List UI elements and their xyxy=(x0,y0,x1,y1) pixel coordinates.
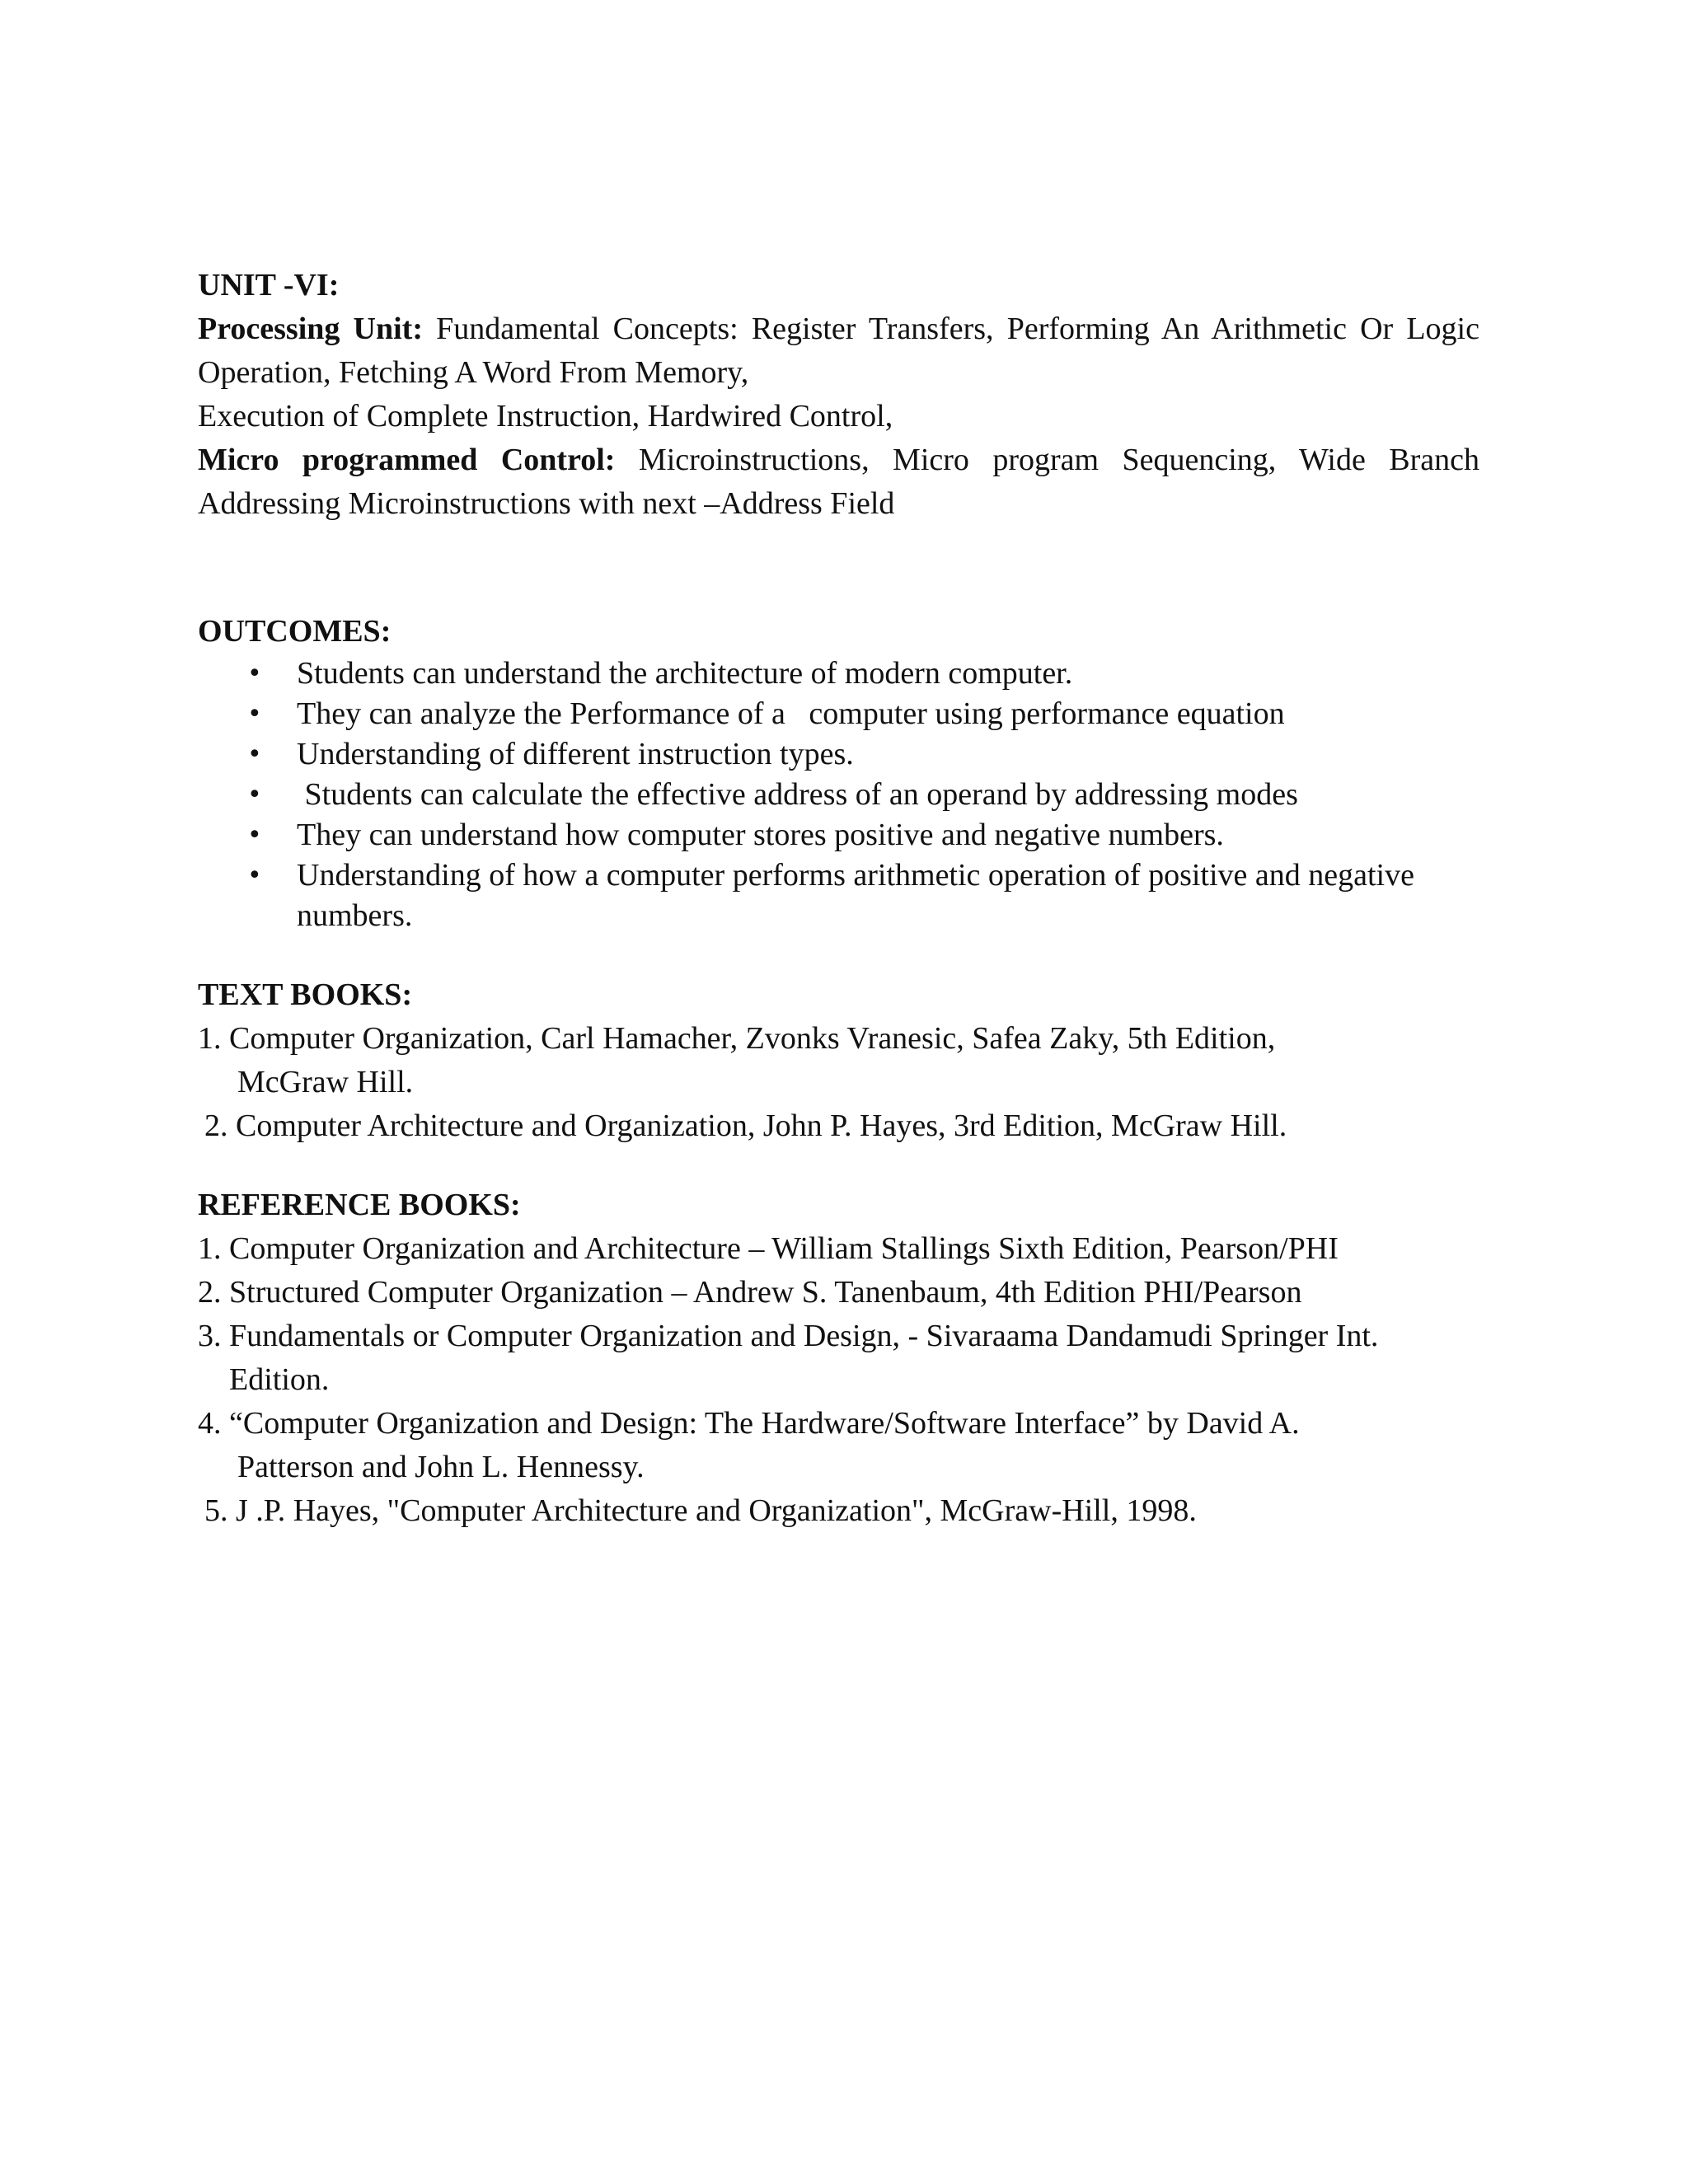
outcome-text: Students can calculate the effective address of an operand by addressing modes xyxy=(297,777,1298,812)
reference-book-line: 3. Fundamentals or Computer Organization and Design, - Sivaraama Dandamudi Springer Int. xyxy=(198,1319,1379,1353)
spacer xyxy=(198,526,1479,610)
processing-unit-label: Processing Unit: xyxy=(198,312,423,346)
text-books-list xyxy=(198,1017,1479,1148)
text-books-section xyxy=(198,973,1479,1148)
reference-books-list xyxy=(198,1227,1479,1533)
outcome-item xyxy=(198,815,1479,855)
document-page xyxy=(198,264,1479,1533)
outcomes-section xyxy=(198,610,1479,936)
reference-book-item xyxy=(198,1402,1479,1489)
reference-book-line: 1. Computer Organization and Architecture – William Stallings Sixth Edition, Pearson/PHI xyxy=(198,1231,1339,1266)
processing-unit-paragraph xyxy=(198,307,1479,395)
reference-book-item xyxy=(198,1271,1479,1315)
micro-control-paragraph xyxy=(198,438,1479,526)
outcome-text: Students can understand the architecture of modern computer. xyxy=(297,656,1073,691)
outcome-item xyxy=(198,775,1479,815)
text-book-line: 1. Computer Organization, Carl Hamacher, Zvonks Vranesic, Safea Zaky, 5th Edition, xyxy=(198,1021,1276,1056)
outcomes-title: OUTCOMES: xyxy=(198,614,392,649)
outcome-text: Understanding of different instruction types. xyxy=(297,737,854,771)
text-book-item xyxy=(198,1017,1479,1104)
outcome-text: They can analyze the Performance of a computer using performance equation xyxy=(297,696,1285,731)
text-book-line: 2. Computer Architecture and Organization, John P. Hayes, 3rd Edition, McGraw Hill. xyxy=(204,1108,1287,1143)
outcomes-list xyxy=(198,654,1479,936)
bullet-icon: • xyxy=(247,780,262,809)
unit-section xyxy=(198,264,1479,526)
reference-book-item xyxy=(198,1227,1479,1271)
unit-title: UNIT -VI: xyxy=(198,268,340,302)
outcome-item xyxy=(198,855,1479,936)
outcome-item xyxy=(198,694,1479,734)
processing-unit-text: Fundamental Concepts: Register Transfers, Performing An Arithmetic Or Logic Operation, Fetching A Word From Memory, xyxy=(198,312,1479,390)
bullet-icon: • xyxy=(247,740,262,769)
text-book-line-continued: McGraw Hill. xyxy=(237,1065,414,1099)
micro-control-text: Microinstructions, Micro program Sequencing, Wide Branch Addressing Microinstructions with next –Address Field xyxy=(198,443,1479,521)
bullet-icon: • xyxy=(247,821,262,850)
outcome-text: They can understand how computer stores positive and negative numbers. xyxy=(297,818,1224,852)
bullet-icon: • xyxy=(247,659,262,688)
bullet-icon: • xyxy=(247,861,262,890)
reference-book-line-continued: Patterson and John L. Hennessy. xyxy=(237,1450,645,1484)
micro-control-label: Micro programmed Control: xyxy=(198,443,616,477)
outcome-item xyxy=(198,734,1479,775)
execution-paragraph: Execution of Complete Instruction, Hardwired Control, xyxy=(198,399,893,434)
text-books-title: TEXT BOOKS: xyxy=(198,977,413,1012)
reference-book-line: 5. J .P. Hayes, "Computer Architecture and Organization", McGraw-Hill, 1998. xyxy=(204,1493,1197,1528)
reference-book-line: 2. Structured Computer Organization – Andrew S. Tanenbaum, 4th Edition PHI/Pearson xyxy=(198,1275,1302,1310)
reference-books-section xyxy=(198,1183,1479,1533)
reference-book-item xyxy=(198,1315,1479,1402)
reference-book-item xyxy=(198,1489,1479,1533)
outcome-text: Understanding of how a computer performs arithmetic operation of positive and negative numbers. xyxy=(297,858,1414,933)
text-book-item xyxy=(198,1104,1479,1148)
reference-book-line: 4. “Computer Organization and Design: The Hardware/Software Interface” by David A. xyxy=(198,1406,1300,1441)
spacer xyxy=(198,936,1479,973)
bullet-icon: • xyxy=(247,700,262,729)
spacer xyxy=(198,1148,1479,1183)
reference-books-title: REFERENCE BOOKS: xyxy=(198,1188,521,1222)
outcome-item xyxy=(198,654,1479,694)
reference-book-line-continued: Edition. xyxy=(229,1362,330,1397)
